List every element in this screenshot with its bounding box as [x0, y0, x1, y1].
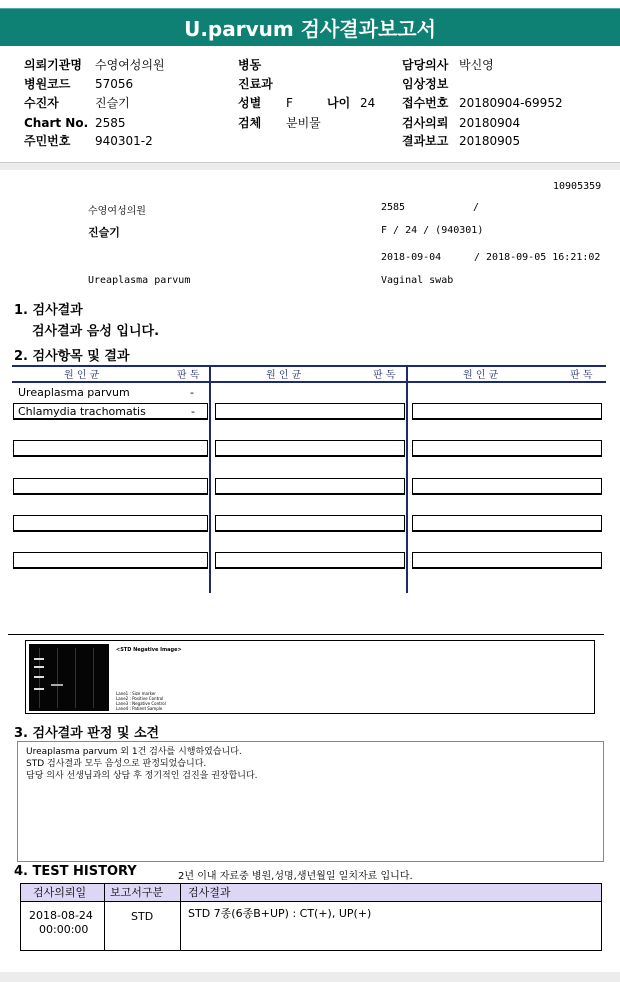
gel-title: <STD Negative Image> [116, 647, 182, 653]
hospital-value: 수영여성의원 [95, 58, 165, 72]
code-label: 병원코드 [24, 77, 71, 91]
result-cell-empty [412, 478, 602, 495]
results-grid-divider [406, 365, 408, 593]
col-header-judge: 판 독 [570, 370, 593, 381]
request-value: 20180904 [459, 116, 521, 130]
result-cell [13, 403, 208, 420]
result-cell-empty [13, 478, 208, 495]
history-row-time: 00:00:00 [39, 923, 89, 936]
result-row-value: - [191, 405, 195, 418]
history-row-date: 2018-08-24 [29, 909, 93, 922]
report-title: U.parvum 검사결과보고서 [0, 8, 620, 46]
history-col-result: 검사결과 [188, 886, 231, 899]
result-cell-empty [412, 403, 602, 420]
doctor-label: 담당의사 [402, 58, 449, 72]
result-cell-empty [412, 515, 602, 532]
patient-info-panel [0, 54, 620, 162]
col-header-pathogen: 원 인 균 [266, 370, 302, 381]
id-label: 주민번호 [24, 134, 71, 148]
chart-value: 2585 [95, 116, 126, 130]
section-divider [8, 634, 604, 635]
receipt-label: 접수번호 [402, 96, 449, 110]
result-row-name: Ureaplasma parvum [18, 386, 130, 399]
opinion-box [17, 741, 604, 862]
gel-legend-item: Lane4 : Patient Sample [116, 706, 163, 711]
detail-hospital: 수영여성의원 [88, 206, 146, 217]
opinion-line: Ureaplasma parvum 외 1건 검사를 시행하였습니다. [26, 747, 242, 757]
sex-label: 성별 [238, 96, 262, 110]
code-value: 57056 [95, 77, 134, 91]
report-value: 20180905 [459, 134, 521, 148]
results-grid-top-rule [12, 365, 606, 367]
section3-title: 3. 검사결과 판정 및 소견 [14, 726, 160, 741]
detail-date-report: / 2018-09-05 16:21:02 [474, 252, 601, 263]
history-col-date: 검사의뢰일 [33, 886, 87, 899]
history-table [20, 883, 602, 951]
result-cell-empty [13, 552, 208, 569]
gel-legend-item: Lane1 : Size marker [116, 691, 156, 696]
detail-chart: 2585 [381, 202, 406, 213]
result-cell-empty [215, 440, 405, 457]
section1-title: 1. 검사결과 [14, 303, 83, 318]
report-label: 결과보고 [402, 134, 449, 148]
doc-number: 10905359 [553, 181, 602, 192]
history-row-result: STD 7종(6종B+UP) : CT(+), UP(+) [188, 907, 372, 920]
specimen-label: 검체 [238, 116, 262, 130]
detail-slash: / [473, 202, 480, 213]
detail-patient: 진슬기 [88, 226, 120, 239]
opinion-line: 담당 의사 선생님과의 상담 후 정기적인 검진을 권장합니다. [26, 771, 258, 781]
history-row-type: STD [131, 910, 154, 923]
results-grid-divider [209, 365, 211, 593]
result-cell-empty [412, 440, 602, 457]
history-col-type: 보고서구분 [110, 886, 164, 899]
result-row-value: - [190, 386, 194, 399]
detail-sex-age: F / 24 / (940301) [381, 225, 484, 236]
history-note: 2년 이내 자료중 병원,성명,생년월일 일치자료 입니다. [178, 871, 413, 882]
result-cell-empty [215, 478, 405, 495]
result-row-name: Chlamydia trachomatis [18, 405, 146, 418]
result-cell-empty [13, 515, 208, 532]
gel-image-panel [25, 640, 595, 714]
section1-result: 검사결과 음성 입니다. [32, 324, 160, 339]
chart-label: Chart No. [24, 116, 89, 130]
result-cell-empty [13, 440, 208, 457]
doctor-value: 박신영 [459, 58, 494, 72]
patient-value: 진슬기 [95, 96, 130, 110]
section2-title: 2. 검사항목 및 결과 [14, 349, 130, 364]
col-header-judge: 판 독 [177, 370, 200, 381]
gel-legend-item: Lane2 : Positive Control [116, 696, 164, 701]
result-cell-empty [215, 403, 405, 420]
request-label: 검사의뢰 [402, 116, 449, 130]
separator-band [0, 162, 620, 170]
age-value: 24 [360, 96, 376, 110]
col-header-pathogen: 원 인 균 [463, 370, 499, 381]
dept-label: 진료과 [238, 77, 273, 91]
hospital-label: 의뢰기관명 [24, 58, 82, 72]
age-label: 나이 [327, 96, 351, 110]
section4-title: 4. TEST HISTORY [14, 864, 137, 879]
gel-legend-item: Lane3 : Negative Control [116, 701, 166, 706]
receipt-value: 20180904-69952 [459, 96, 563, 110]
sex-value: F [286, 96, 293, 110]
result-cell-empty [215, 552, 405, 569]
history-table-header [21, 884, 601, 902]
results-grid-header-rule [12, 381, 606, 383]
col-header-judge: 판 독 [373, 370, 396, 381]
specimen-value: 분비물 [286, 116, 321, 130]
ward-label: 병동 [238, 58, 262, 72]
id-value: 940301-2 [95, 134, 153, 148]
detail-specimen: Vaginal swab [381, 275, 454, 286]
footer-band [0, 972, 620, 982]
patient-label: 수진자 [24, 96, 59, 110]
detail-test-name: Ureaplasma parvum [88, 275, 191, 286]
gel-electrophoresis-image [29, 644, 109, 711]
result-cell-empty [412, 552, 602, 569]
opinion-line: STD 검사결과 모두 음성으로 판정되었습니다. [26, 759, 207, 769]
detail-date-request: 2018-09-04 [381, 252, 442, 263]
result-cell-empty [215, 515, 405, 532]
col-header-pathogen: 원 인 균 [64, 370, 100, 381]
clinical-label: 임상정보 [402, 77, 449, 91]
